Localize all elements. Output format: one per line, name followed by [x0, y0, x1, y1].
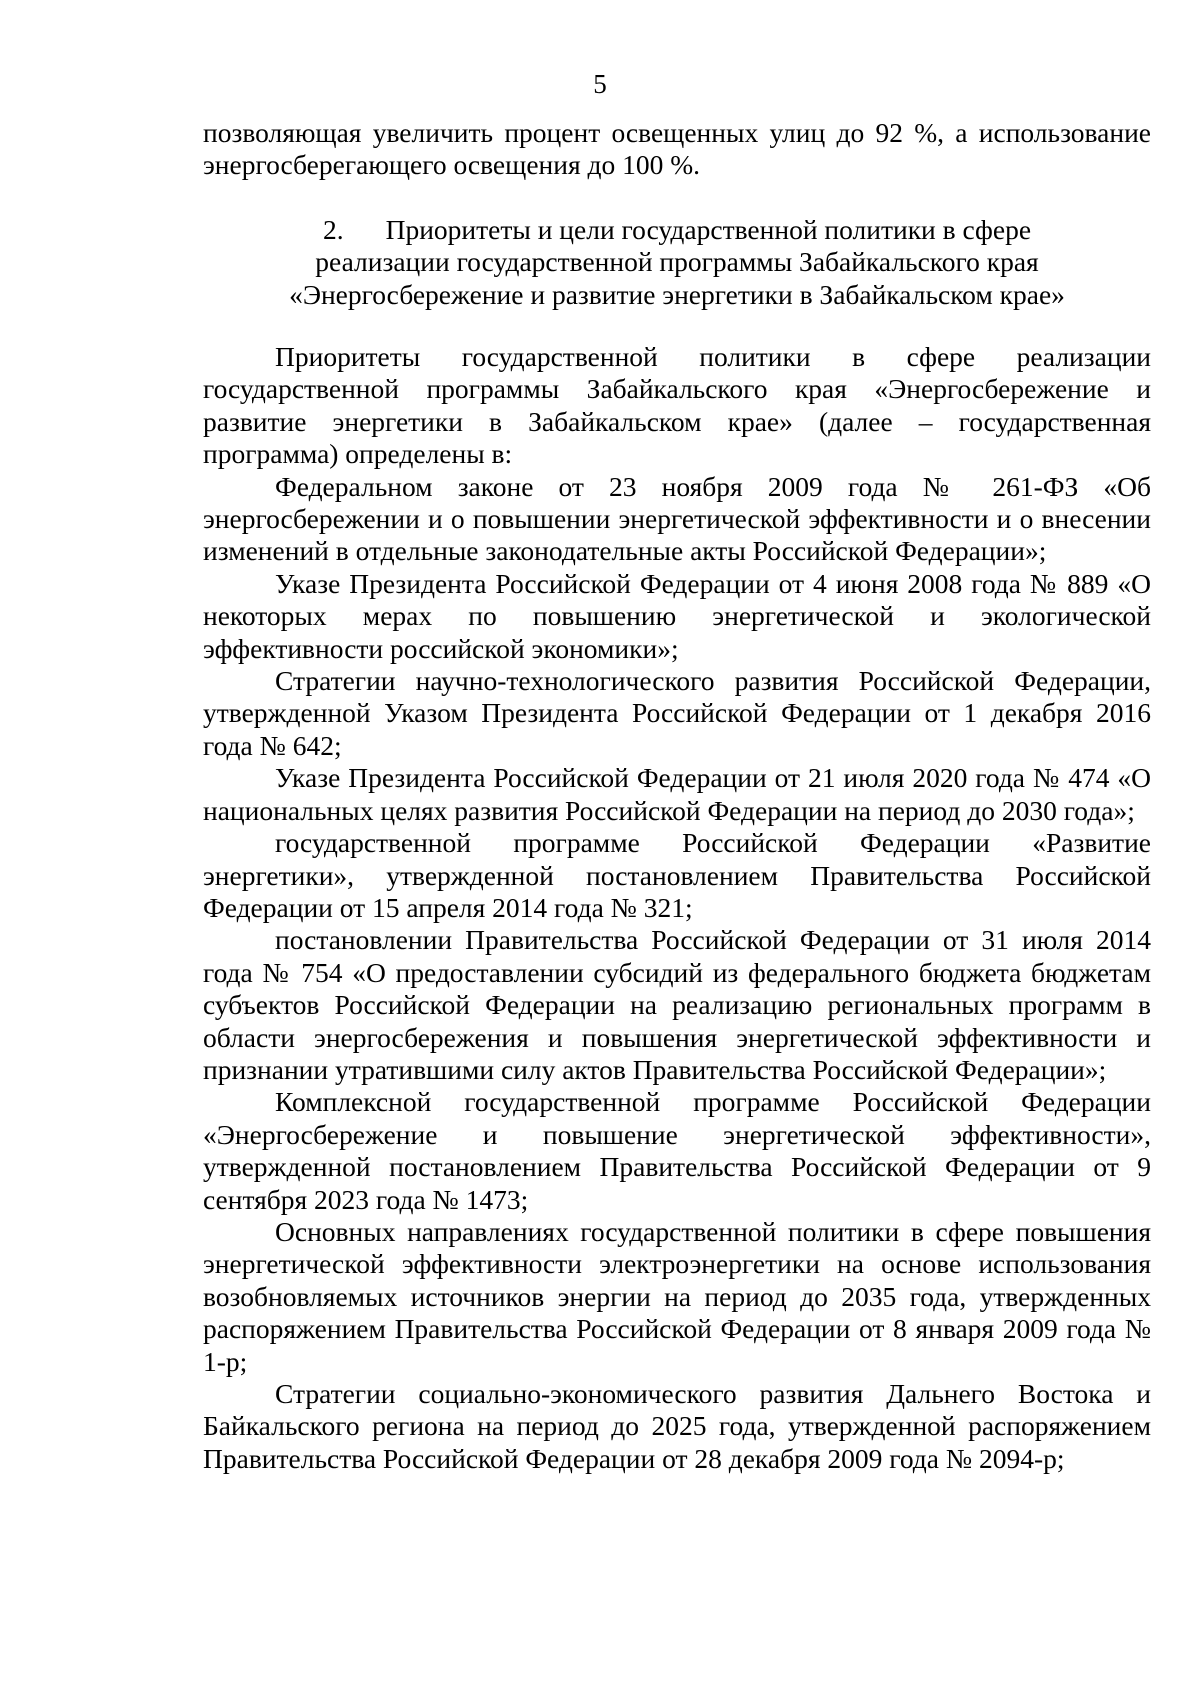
- intro-block: [203, 117, 1151, 182]
- section-number: 2.: [322, 214, 344, 245]
- section-title-line-1: Приоритеты и цели государственной политики в сфере: [385, 214, 1032, 245]
- paragraph-strategy-far-east: Стратегии социально-экономического развития Дальнего Востока и Байкальского региона на период до 2025 года, утвержденной распоряжением Правительства Российской Федерации от 28 декабря 2009 года № 2094-р;: [203, 1378, 1151, 1474]
- main-text: [203, 341, 1151, 1475]
- paragraph-federal-law-261: Федеральном законе от 23 ноября 2009 года № 261-ФЗ «Об энергосбережении и о повышении энергетической эффективности и о внесении изменений в отдельные законодательные акты Российской Федерации»;: [203, 470, 1151, 567]
- section-title-line-2: реализации государственной программы Забайкальского края: [315, 246, 1039, 278]
- paragraph-complex-program: Комплексной государственной программе Российской Федерации «Энергосбережение и повышение энергетической эффективности», утвержденной постановлением Правительства Российской Федерации от 9 сентября 2023 года № 1473;: [203, 1086, 1151, 1215]
- paragraph-strategy-science: Стратегии научно-технологического развития Российской Федерации, утвержденной Указом Президента Российской Федерации от 1 декабря 2016 года № 642;: [203, 665, 1151, 761]
- paragraph-resolution-754: постановлении Правительства Российской Федерации от 31 июля 2014 года № 754 «О предоставлении субсидий из федерального бюджета бюджетам субъектов Российской Федерации на реализацию региональных программ в области энергосбережения и повышения энергетической эффективности и признании утратившими силу актов Правительства Российской Федерации»;: [203, 924, 1151, 1085]
- paragraph-program-energy: государственной программе Российской Федерации «Развитие энергетики», утвержденной постановлением Правительства Российской Федерации от 15 апреля 2014 года № 321;: [203, 827, 1151, 923]
- section-heading: [203, 214, 1151, 311]
- page-number: 5: [593, 69, 607, 99]
- intro-paragraph: позволяющая увеличить процент освещенных улиц до 92 %, а использование энергосберегающего освещения до 100 %.: [203, 117, 1151, 181]
- paragraph-decree-474: Указе Президента Российской Федерации от 21 июля 2020 года № 474 «О национальных целях развития Российской Федерации на период до 2030 года»;: [203, 762, 1151, 826]
- paragraph-priorities: Приоритеты государственной политики в сфере реализации государственной программы Забайкальского края «Энергосбережение и развитие энергетики в Забайкальском крае» (далее – государственная программа) определены в:: [203, 341, 1151, 470]
- paragraph-decree-889: Указе Президента Российской Федерации от 4 июня 2008 года № 889 «О некоторых мерах по повышению энергетической и экологической эффективности российской экономики»;: [203, 567, 1151, 664]
- paragraph-main-directions: Основных направлениях государственной политики в сфере повышения энергетической эффективности электроэнергетики на основе использования возобновляемых источников энергии на период до 2035 года, утвержденных распоряжением Правительства Российской Федерации от 8 января 2009 года № 1-р;: [203, 1215, 1151, 1377]
- section-title-line-3: «Энергосбережение и развитие энергетики в Забайкальском крае»: [289, 278, 1065, 310]
